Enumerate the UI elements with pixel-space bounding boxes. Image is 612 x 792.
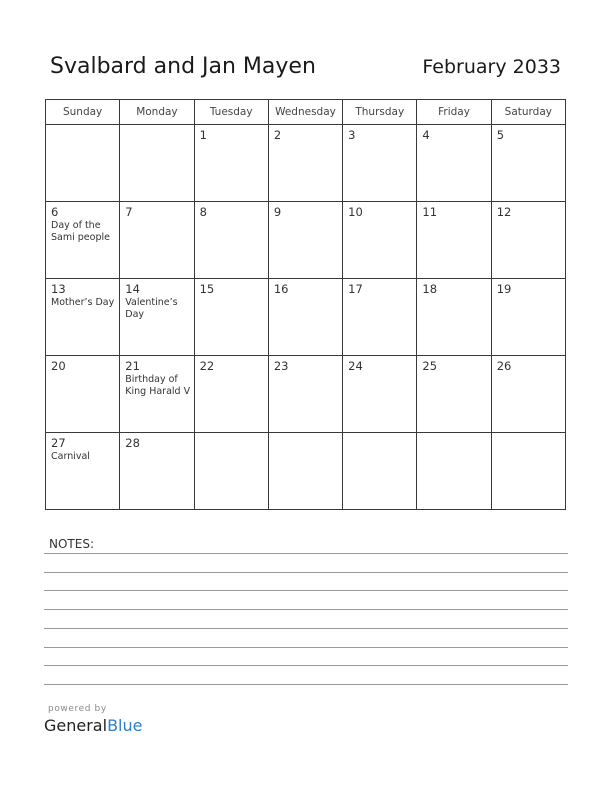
day-cell [194, 202, 268, 279]
day-number: 20 [51, 359, 66, 373]
note-line [44, 553, 568, 554]
day-cell [268, 279, 342, 356]
weekday-header-row [46, 100, 566, 125]
day-cell [343, 279, 417, 356]
day-number: 25 [422, 359, 438, 373]
day-cell [343, 356, 417, 433]
day-number: 19 [496, 282, 512, 296]
day-number: 23 [273, 359, 289, 373]
powered-by-text: powered by [48, 704, 107, 714]
day-cell [343, 202, 417, 279]
day-cell [120, 356, 194, 433]
weekday-header: Wednesday [268, 100, 342, 125]
week-row [46, 356, 566, 433]
day-number: 8 [199, 205, 207, 219]
notes-label: NOTES: [49, 537, 94, 551]
day-number: 14 [125, 282, 140, 296]
day-cell [343, 125, 417, 202]
note-line [44, 684, 568, 685]
generalblue-logo [44, 716, 142, 735]
holiday-label: Birthday of King Harald V [125, 374, 191, 397]
day-cell [491, 279, 565, 356]
day-number: 13 [51, 282, 66, 296]
day-cell [491, 433, 565, 510]
day-cell [268, 202, 342, 279]
day-number: 17 [348, 282, 363, 296]
day-number: 12 [496, 205, 512, 219]
day-cell [417, 202, 491, 279]
note-line [44, 665, 568, 666]
day-cell [46, 356, 120, 433]
holiday-label: Day of the Sami people [51, 220, 110, 243]
day-number: 11 [422, 205, 438, 219]
day-cell [417, 433, 491, 510]
holiday-label: Mother’s Day [51, 297, 115, 308]
week-row [46, 202, 566, 279]
day-cell [194, 433, 268, 510]
day-cell [417, 125, 491, 202]
week-row [46, 433, 566, 510]
holiday-label: Valentine’s Day [125, 297, 178, 320]
note-line [44, 609, 568, 610]
region-title: Svalbard and Jan Mayen [50, 54, 316, 79]
day-cell [491, 125, 565, 202]
week-row [46, 279, 566, 356]
day-number: 4 [422, 128, 430, 142]
day-cell [194, 356, 268, 433]
note-line [44, 590, 568, 591]
day-number: 24 [348, 359, 363, 373]
weekday-header: Thursday [343, 100, 417, 125]
day-number: 10 [348, 205, 363, 219]
day-cell [268, 356, 342, 433]
day-number: 28 [125, 436, 140, 450]
day-cell [491, 356, 565, 433]
day-cell [46, 433, 120, 510]
day-cell [46, 279, 120, 356]
brand-name-part2: Blue [107, 716, 143, 735]
day-number: 16 [273, 282, 289, 296]
day-number: 22 [199, 359, 215, 373]
day-number: 7 [125, 205, 133, 219]
day-number: 15 [199, 282, 215, 296]
day-number: 1 [199, 128, 207, 142]
day-cell [120, 202, 194, 279]
calendar-grid [45, 99, 566, 510]
day-cell [120, 433, 194, 510]
day-number: 27 [51, 436, 66, 450]
holiday-label: Carnival [51, 451, 90, 462]
week-row [46, 125, 566, 202]
day-cell [120, 279, 194, 356]
note-line [44, 572, 568, 573]
month-year-title: February 2033 [422, 56, 561, 78]
day-number: 5 [496, 128, 505, 142]
weekday-header: Sunday [46, 100, 120, 125]
weekday-header: Saturday [491, 100, 565, 125]
day-number: 6 [51, 205, 59, 219]
note-line [44, 628, 568, 629]
note-line [44, 647, 568, 648]
day-cell [491, 202, 565, 279]
day-cell [417, 356, 491, 433]
weekday-header: Monday [120, 100, 194, 125]
day-number: 9 [273, 205, 282, 219]
weekday-header: Friday [417, 100, 491, 125]
day-cell [194, 279, 268, 356]
day-number: 26 [496, 359, 512, 373]
day-number: 18 [422, 282, 438, 296]
day-cell [268, 433, 342, 510]
day-number: 21 [125, 359, 140, 373]
day-cell [343, 433, 417, 510]
weekday-header: Tuesday [194, 100, 268, 125]
day-cell [46, 125, 120, 202]
day-number: 3 [348, 128, 356, 142]
day-number: 2 [273, 128, 282, 142]
day-cell [268, 125, 342, 202]
day-cell [417, 279, 491, 356]
day-cell [194, 125, 268, 202]
day-cell [120, 125, 194, 202]
day-cell [46, 202, 120, 279]
brand-name-part1: General [44, 716, 108, 735]
